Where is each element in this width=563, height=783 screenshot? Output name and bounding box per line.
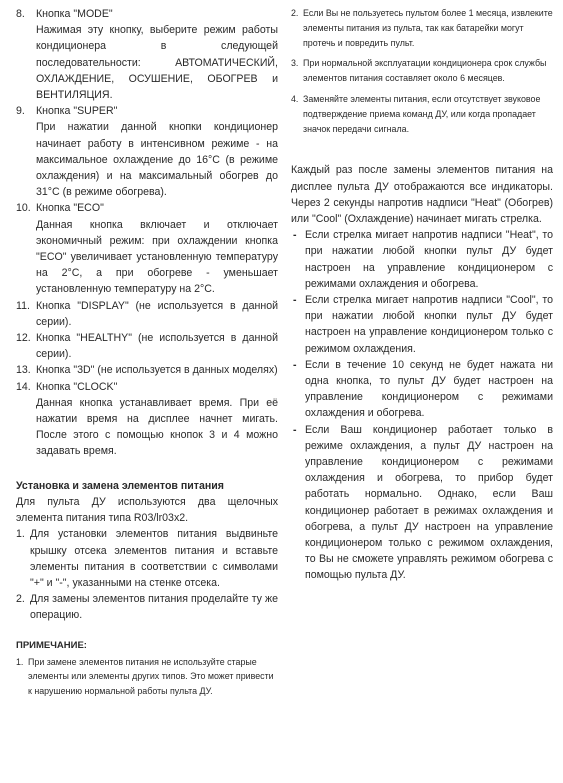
list-item <box>16 362 278 378</box>
list-item <box>16 200 278 297</box>
item-title: Кнопка "DISPLAY" (не используется в данной серии). <box>36 299 278 328</box>
bullet-item <box>291 292 553 357</box>
item-title: Кнопка "3D" (не используется в данных моделях) <box>36 364 278 377</box>
item-text: Для установки элементов питания выдвиньте крышку отсека элементов питания и вставьте элементы питания в соответствии с символами "+" и "-", указанными на стенке отсека. <box>30 528 278 589</box>
bullet-dash: - <box>293 229 297 242</box>
section-intro: Для пульта ДУ используются два щелочных элемента питания типа R03/lr03x2. <box>16 495 278 525</box>
bullet-text: Если стрелка мигает напротив надписи "Cool", то при нажатии любой кнопки пульт ДУ будет настроен на управление кондиционером только с режимом охлаждения. <box>305 294 553 355</box>
item-number: 4. <box>291 93 299 104</box>
list-item <box>16 526 278 591</box>
notes-list <box>291 6 553 136</box>
item-description: Данная кнопка включает и отключает экономичный режим: при охлаждении кнопка "ECO" увеличивает установленную температуру на 2°C, а при обогреве - уменьшает установленную температуру на 2°C. <box>36 218 278 296</box>
note-text: При замене элементов питания не используйте старые элементы или элементы других типов. Это может привести к нарушению нормальной работы пульта ДУ. <box>28 656 274 697</box>
item-number: 1. <box>16 656 24 667</box>
item-number: 8. <box>16 8 25 20</box>
bullet-item <box>291 227 553 292</box>
intro-paragraph: Каждый раз после замены элементов питания на дисплее пульта ДУ отображаются все индикаторы. Через 2 секунды напротив надписи "Heat" (Обогрев) или "Cool" (Охлаждение) начинает мигать стрелка. <box>291 164 553 225</box>
item-number: 9. <box>16 105 25 118</box>
list-item <box>16 298 278 330</box>
bullet-dash: - <box>293 423 297 436</box>
item-title: Кнопка "HEALTHY" (не используется в данной серии). <box>36 332 278 361</box>
item-description: Нажимая эту кнопку, выберите режим работы кондиционера в следующей последовательности: АВТОМАТИЧЕСКИЙ, ОХЛАЖДЕНИЕ, ОСУШЕНИЕ, ОБОГРЕВ и ВЕНТИЛЯЦИЯ. <box>36 24 278 102</box>
bullet-item <box>291 422 553 584</box>
list-item <box>16 330 278 362</box>
item-title: Кнопка "ECO" <box>36 202 104 215</box>
right-column <box>291 6 553 584</box>
bullet-text: Если стрелка мигает напротив надписи "Heat", то при нажатии любой кнопки пульт ДУ будет настроен на управление кондиционером с режимами охлаждения и обогрева. <box>305 229 553 290</box>
note-text: При нормальной эксплуатации кондиционера срок службы элементов питания составляет около 6 месяцев. <box>303 58 547 84</box>
note-text: Если Вы не пользуетесь пультом более 1 месяца, извлеките элементы питания из пульта, так как батарейки могут протечь и повредить пульт. <box>303 8 553 48</box>
item-description: При нажатии данной кнопки кондиционер начинает работу в интенсивном режиме - на максимальное охлаждение до 16°C (в режиме охлаждения) и на максимальный обогрев до 31°C (в режиме обогрева). <box>36 121 278 199</box>
left-column <box>16 6 278 699</box>
item-description: Данная кнопка устанавливает время. При её нажатии время на дисплее начнет мигать. После этого с помощью кнопок 3 и 4 можно задавать время. <box>36 396 278 458</box>
item-number: 10. <box>16 202 31 215</box>
note-item <box>291 6 553 50</box>
list-item <box>16 379 278 460</box>
item-number: 1. <box>16 528 25 541</box>
note-title: ПРИМЕЧАНИЕ: <box>16 639 87 651</box>
bullet-dash: - <box>293 294 297 306</box>
item-title: Кнопка "MODE" <box>36 8 113 20</box>
bullet-text: Если в течение 10 секунд не будет нажата ни одна кнопка, то пульт ДУ будет настроен на управление кондиционером с режимами охлаждения и обогрева. <box>305 358 553 420</box>
item-number: 2. <box>291 8 299 18</box>
item-number: 11. <box>16 299 30 312</box>
list-item <box>16 591 278 623</box>
item-title: Кнопка "CLOCK" <box>36 380 118 393</box>
bullet-text: Если Ваш кондиционер работает только в режиме охлаждения, а пульт ДУ настроен на управление кондиционером с режимами охлаждения и обогрева, то прибор будет работать нормально. Однако, если Ваш кондиционер работает в режимах охлаждения и обогрева, а пульт ДУ настроен на управление кондиционером только с режимом охлаждения, то Вы не сможете управлять режимом обогрева с помощью пульта ДУ. <box>305 423 553 582</box>
item-text: Для замены элементов питания проделайте ту же операцию. <box>30 593 278 622</box>
steps-list <box>16 526 278 623</box>
item-number: 14. <box>16 380 31 393</box>
note-item <box>291 56 553 86</box>
button-list <box>16 6 278 460</box>
item-number: 3. <box>291 58 299 69</box>
item-title: Кнопка "SUPER" <box>36 105 118 118</box>
note-text: Заменяйте элементы питания, если отсутствует звуковое подтверждение приема команд ДУ, или когда пропадает значок передачи сигнала. <box>303 93 541 134</box>
bullet-item <box>291 357 553 422</box>
section-title: Установка и замена элементов питания <box>16 479 224 492</box>
note-item <box>16 655 278 699</box>
note-item <box>291 92 553 136</box>
item-number: 13. <box>16 364 31 377</box>
item-number: 2. <box>16 593 25 606</box>
list-item <box>16 103 278 200</box>
bullet-list <box>291 227 553 583</box>
list-item <box>16 6 278 103</box>
item-number: 12. <box>16 332 31 345</box>
bullet-dash: - <box>293 358 297 371</box>
